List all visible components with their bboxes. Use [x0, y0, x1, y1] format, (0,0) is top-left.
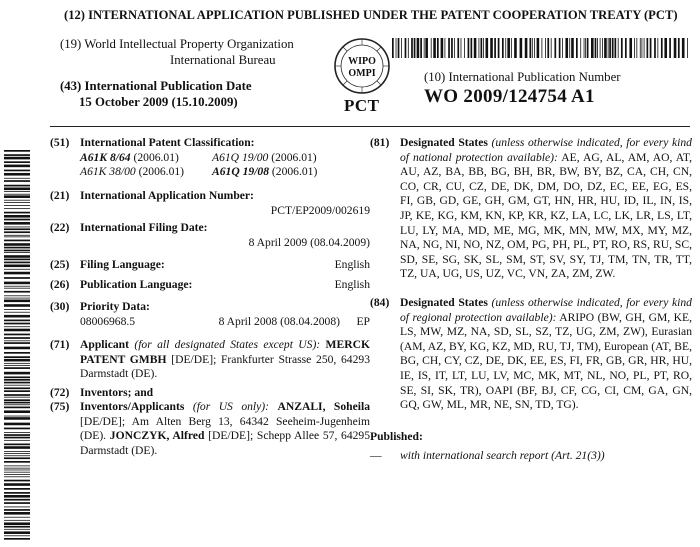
barcode-bar — [4, 359, 30, 362]
field-number: (72) — [50, 386, 70, 399]
barcode-bar — [408, 38, 409, 58]
barcode-bar — [4, 252, 30, 253]
barcode-bar — [4, 340, 30, 341]
field-21 — [50, 189, 370, 218]
barcode-bar — [4, 522, 30, 525]
barcode-bar — [4, 476, 30, 477]
field-71 — [50, 338, 370, 382]
field-number: (75) — [50, 400, 70, 413]
barcode-bar — [4, 247, 30, 249]
barcode-bar — [4, 295, 30, 296]
field-label: Designated States — [400, 296, 488, 309]
bureau-name: International Bureau — [170, 53, 276, 67]
barcode-bar — [4, 399, 30, 401]
barcode-bar — [401, 38, 402, 58]
barcode-bar — [571, 38, 574, 58]
barcode-bar — [511, 38, 512, 58]
barcode-bar — [4, 483, 30, 486]
barcode-bar — [474, 38, 477, 58]
barcode-bar — [4, 407, 30, 409]
barcode-bar — [4, 461, 30, 463]
barcode-bar — [4, 367, 30, 369]
barcode-bar — [468, 38, 470, 58]
barcode-bar — [4, 517, 30, 518]
barcode-bar — [4, 372, 30, 375]
field-number: (51) — [50, 136, 70, 149]
barcode-bar — [4, 329, 30, 332]
barcode-bar — [4, 187, 30, 190]
designated-states-regional: ARIPO (BW, GH, GM, KE, LS, MW, MZ, NA, SD, SL, SZ, TZ, UG, ZM, ZW), Eurasian (AM, AZ, BY, KG, KZ, MD, RU, TJ, TM), European (AT, BE, BG, CH, CY, CZ, DE, DK, EE, ES, FI, FR, GB, GR, HR, HU, IE, IS, IT, LT, LU, LV, MC, MK, MT, NL, NO, PL, PT, RO, SE, SI, SK, TR), OAPI (BF, BJ, CF, CG, CI, CM, GA, GN, GQ, GW, ML, MR, NE, SN, TD, TG). — [400, 310, 692, 412]
barcode-bar — [4, 173, 30, 176]
ipc-year: (2006.01) — [133, 150, 179, 164]
barcode-bar — [542, 38, 543, 58]
barcode-bar — [608, 38, 609, 58]
field-qualifier: (unless otherwise indicated, for every kind of national protection available): — [400, 136, 692, 164]
field-22 — [50, 221, 370, 250]
field-label: Inventors; and — [80, 386, 154, 399]
barcode-bar — [4, 472, 30, 473]
publication-date-value: 15 October 2009 (15.10.2009) — [79, 95, 238, 109]
barcode-bar — [4, 219, 30, 221]
field-26 — [50, 278, 370, 293]
inventor-address: [DE/DE]; Schepp Allee 57, 64295 Darmstadt (DE). — [80, 429, 371, 457]
barcode-bar — [595, 38, 597, 58]
priority-country: EP — [356, 314, 370, 328]
barcode-bar — [505, 38, 506, 58]
barcode-bar — [451, 38, 453, 58]
barcode-bar — [4, 451, 30, 452]
barcode-bar — [669, 38, 671, 58]
barcode-bar — [4, 402, 30, 404]
barcode-bar — [4, 520, 30, 521]
barcode-bar — [507, 38, 510, 58]
barcode-bar — [545, 38, 546, 58]
barcode-bar — [464, 38, 465, 58]
barcode-bar — [4, 387, 30, 389]
barcode-bar — [4, 286, 30, 287]
barcode-bar — [682, 38, 685, 58]
barcode-bar — [479, 38, 480, 58]
barcode-bar — [4, 365, 30, 366]
barcode-bar — [591, 38, 594, 58]
barcode-bar — [584, 38, 585, 58]
barcode-bar — [4, 480, 30, 482]
barcode-bar — [580, 38, 581, 58]
barcode-bar — [640, 38, 641, 58]
barcode-bar — [431, 38, 432, 58]
barcode-bar — [414, 38, 416, 58]
barcode-bar — [602, 38, 603, 58]
field-label: Publication Language: — [80, 278, 193, 291]
logo-text-top: WIPO — [348, 56, 376, 67]
field-51 — [50, 136, 370, 180]
barcode-bar — [4, 416, 30, 417]
header-divider — [50, 126, 690, 127]
published-dash: — — [370, 448, 382, 462]
ipc-code: A61Q 19/00 — [212, 150, 269, 164]
barcode-bar — [4, 323, 30, 325]
barcode-bar — [4, 492, 30, 494]
barcode-bar — [634, 38, 635, 58]
barcode-bar — [424, 38, 425, 58]
barcode-bar — [437, 38, 439, 58]
barcode-bar — [674, 38, 677, 58]
inventor-name: JONCZYK, Alfred — [109, 429, 205, 443]
ipc-code: A61Q 19/08 — [212, 165, 270, 179]
barcode-bar — [498, 38, 500, 58]
barcode-bar — [4, 194, 30, 195]
barcode-bar — [4, 326, 30, 327]
barcode-bar — [4, 309, 30, 310]
barcode-bar — [636, 38, 637, 58]
barcode-bar — [4, 264, 30, 267]
ipc-year: (2006.01) — [138, 165, 185, 179]
barcode-bar — [625, 38, 627, 58]
barcode-bar — [4, 161, 30, 163]
barcode-bar — [4, 470, 30, 471]
barcode-bar — [678, 38, 680, 58]
barcode-bar — [657, 38, 658, 58]
barcode-bar — [4, 222, 30, 225]
barcode-bar — [4, 379, 30, 381]
barcode-bar — [525, 38, 528, 58]
published-section — [370, 430, 692, 463]
ipc-year: (2006.01) — [271, 165, 318, 179]
wipo-logo — [332, 36, 392, 96]
barcode-bar — [4, 205, 30, 206]
inventor-name: ANZALI, Soheila — [277, 400, 370, 413]
barcode-bar — [4, 300, 30, 303]
field-75 — [50, 400, 370, 458]
pct-mark: PCT — [344, 96, 380, 115]
barcode-bar — [4, 495, 30, 498]
barcode-bar — [587, 38, 589, 58]
barcode-bar — [4, 376, 30, 378]
barcode-bar — [4, 352, 30, 354]
ipc-code: A61K 8/64 — [80, 150, 131, 164]
field-label: Filing Language: — [80, 258, 165, 271]
barcode-bar — [4, 509, 30, 511]
barcode-bar — [4, 282, 30, 285]
barcode-bar — [4, 423, 30, 426]
barcode-bar — [4, 165, 30, 168]
field-number: (30) — [50, 300, 70, 313]
barcode-bar — [554, 38, 556, 58]
barcode-bar — [4, 432, 30, 433]
barcode-bar — [4, 157, 30, 160]
designated-states-national: AE, AG, AL, AM, AO, AT, AU, AZ, BA, BB, BG, BH, BR, BW, BY, BZ, CA, CH, CN, CO, CR, CU, CZ, DE, DK, DM, DO, DZ, EC, EE, EG, ES, FI, GB, GD, GE, GH, GM, GT, HN, HR, HU, ID, IL, IN, IS, JP, KE, KG, KM, KN, KP, KR, KZ, LA, LC, LK, LR, LS, LT, LU, LY, MA, MD, ME, MG, MK, MN, MW, MX, MY, MZ, NA, NG, NI, NO, NZ, OM, PG, PH, PL, PT, RO, RS, RU, SC, SD, SE, SG, SK, SL, SM, ST, SV, SY, TJ, TM, TN, TR, TT, TZ, UA, UG, US, UZ, VC, VN, ZA, ZM, ZW. — [400, 150, 693, 281]
barcode-bar — [4, 235, 30, 236]
barcode-bar — [392, 38, 394, 58]
barcode-bar — [4, 535, 30, 536]
published-item: with international search report (Art. 21(3)) — [400, 448, 605, 462]
barcode-bar — [4, 356, 30, 358]
barcode-bar — [4, 428, 30, 430]
issuing-organization — [60, 36, 294, 68]
barcode-bar — [4, 312, 30, 313]
barcode-bar — [4, 434, 30, 436]
barcode-bar — [565, 38, 568, 58]
barcode-bar — [4, 315, 30, 318]
barcode-bar — [618, 38, 619, 58]
logo-text-bottom: OMPI — [348, 68, 376, 79]
field-label: International Patent Classification: — [80, 136, 255, 149]
barcode-bar — [4, 208, 30, 209]
barcode-bar — [559, 38, 561, 58]
applicant-address: [DE/DE]; Frankfurter Strasse 250, 64293 Darmstadt (DE). — [80, 352, 370, 381]
barcode-bar — [425, 38, 428, 58]
barcode-bar — [4, 417, 30, 420]
barcode-bar — [494, 38, 496, 58]
field-value: English — [334, 278, 370, 291]
barcode-bar — [4, 404, 30, 405]
priority-application-number: 08006968.5 — [80, 314, 136, 328]
barcode-bar — [562, 38, 563, 58]
barcode-bar — [4, 191, 30, 192]
barcode-bar — [4, 298, 30, 299]
barcode-bar — [4, 272, 30, 275]
publication-number: WO 2009/124754 A1 — [424, 86, 595, 107]
barcode-bar — [441, 38, 444, 58]
barcode-bar — [661, 38, 663, 58]
barcode-bar — [4, 243, 30, 246]
barcode-bar — [4, 185, 30, 187]
barcode-bar — [629, 38, 632, 58]
barcode-bar — [4, 195, 30, 198]
barcode-bar — [4, 178, 30, 179]
barcode-bar — [457, 38, 459, 58]
barcode-bar — [4, 250, 30, 252]
field-value: 8 April 2009 (08.04.2009) — [248, 235, 370, 249]
barcode-bar — [687, 38, 688, 58]
barcode-bar — [481, 38, 483, 58]
barcode-bar — [433, 38, 436, 58]
barcode-bar — [4, 468, 30, 469]
barcode-bar — [396, 38, 397, 58]
ipc-year: (2006.01) — [271, 150, 317, 164]
field-30 — [50, 300, 370, 329]
barcode-bar — [4, 288, 30, 289]
barcode-bar — [4, 455, 30, 456]
barcode-bar — [486, 38, 489, 58]
barcode-bar — [600, 38, 601, 58]
barcode-bar — [569, 38, 570, 58]
barcode-bar — [654, 38, 656, 58]
field-number: (81) — [370, 136, 390, 149]
barcode-bar — [4, 200, 30, 201]
field-number: (84) — [370, 296, 390, 309]
field-72 — [50, 386, 370, 401]
field-label: Inventors/Applicants — [80, 400, 185, 413]
barcode-bar — [4, 236, 30, 237]
inventor-address: [DE/DE]; Am Alten Berg 13, 64342 Seeheim-Jugenheim (DE). — [80, 414, 370, 443]
field-value: English — [334, 258, 370, 271]
barcode-bar — [4, 170, 30, 172]
barcode-bar — [4, 529, 30, 530]
barcode-bar — [4, 334, 30, 336]
barcode-bar — [621, 38, 623, 58]
barcode-bar — [4, 538, 30, 540]
field-qualifier: (for US only): — [192, 400, 269, 413]
publication-barcode — [392, 38, 688, 58]
field-number: (25) — [50, 258, 70, 271]
barcode-bar — [4, 342, 30, 344]
barcode-bar — [4, 474, 30, 475]
barcode-bar — [454, 38, 455, 58]
barcode-bar — [4, 382, 30, 384]
barcode-bar — [398, 38, 400, 58]
publication-number-label: (10) International Publication Number — [424, 70, 621, 84]
barcode-bar — [4, 154, 30, 156]
barcode-bar — [644, 38, 645, 58]
barcode-bar — [4, 526, 30, 528]
barcode-bar — [4, 304, 30, 307]
barcode-bar — [520, 38, 523, 58]
barcode-bar — [4, 502, 30, 504]
barcode-bar — [4, 440, 30, 441]
barcode-bar — [4, 499, 30, 501]
barcode-bar — [597, 38, 598, 58]
barcode-bar — [514, 38, 517, 58]
barcode-bar — [502, 38, 504, 58]
barcode-bar — [4, 291, 30, 293]
barcode-bar — [642, 38, 643, 58]
barcode-bar — [4, 446, 30, 449]
barcode-bar — [4, 180, 30, 182]
barcode-bar — [4, 363, 30, 364]
barcode-bar — [4, 212, 30, 214]
document-title: (12) INTERNATIONAL APPLICATION PUBLISHED UNDER THE PATENT COOPERATION TREATY (PCT) — [64, 8, 678, 22]
barcode-bar — [4, 488, 30, 490]
barcode-bar — [4, 507, 30, 508]
barcode-bar — [4, 320, 30, 322]
field-label: International Application Number: — [80, 189, 254, 202]
barcode-bar — [4, 240, 30, 242]
field-value: PCT/EP2009/002619 — [270, 203, 370, 217]
barcode-bar — [4, 262, 30, 264]
barcode-bar — [4, 410, 30, 413]
publication-date-label: (43) International Publication Date — [60, 79, 252, 93]
barcode-bar — [4, 465, 30, 466]
field-label: Priority Data: — [80, 300, 150, 313]
barcode-bar — [470, 38, 472, 58]
barcode-bar — [529, 38, 531, 58]
barcode-bar — [585, 38, 586, 58]
barcode-bar — [532, 38, 533, 58]
barcode-bar — [4, 255, 30, 258]
barcode-bar — [4, 397, 30, 398]
barcode-bar — [4, 259, 30, 261]
barcode-bar — [4, 337, 30, 339]
barcode-bar — [609, 38, 611, 58]
barcode-bar — [4, 531, 30, 534]
barcode-bar — [4, 444, 30, 446]
field-qualifier: (for all designated States except US): — [134, 338, 321, 351]
field-number: (26) — [50, 278, 70, 291]
field-81 — [370, 136, 692, 282]
barcode-bar — [4, 394, 30, 396]
barcode-bar — [612, 38, 614, 58]
barcode-bar — [490, 38, 493, 58]
barcode-bar — [4, 231, 30, 233]
barcode-bar — [4, 437, 30, 439]
barcode-bar — [4, 347, 30, 350]
barcode-bar — [4, 385, 30, 386]
field-number: (22) — [50, 221, 70, 234]
barcode-bar — [4, 512, 30, 515]
barcode-bar — [646, 38, 648, 58]
barcode-bar — [664, 38, 667, 58]
field-number: (21) — [50, 189, 70, 202]
barcode-bar — [614, 38, 616, 58]
barcode-bar — [461, 38, 462, 58]
barcode-bar — [4, 228, 30, 230]
barcode-bar — [604, 38, 607, 58]
publication-date — [60, 78, 252, 110]
barcode-bar — [411, 38, 413, 58]
barcode-bar — [4, 277, 30, 279]
barcode-bar — [576, 38, 578, 58]
barcode-bar — [4, 215, 30, 218]
barcode-bar — [4, 453, 30, 454]
barcode-bar — [650, 38, 652, 58]
barcode-bar — [534, 38, 535, 58]
ipc-code: A61K 38/00 — [80, 165, 136, 179]
organization-name: (19) World Intellectual Property Organization — [60, 37, 294, 51]
barcode-bar — [483, 38, 484, 58]
barcode-bar — [4, 269, 30, 270]
barcode-bar — [547, 38, 549, 58]
priority-date: 8 April 2008 (08.04.2008) — [218, 314, 340, 328]
barcode-bar — [445, 38, 446, 58]
field-label: Applicant — [80, 338, 129, 351]
field-number: (71) — [50, 338, 70, 351]
barcode-bar — [4, 390, 30, 392]
barcode-bar — [420, 38, 422, 58]
field-label: Designated States — [400, 136, 488, 149]
published-label: Published: — [370, 430, 423, 443]
field-25 — [50, 258, 370, 273]
barcode-bar — [4, 202, 30, 203]
applicant-name: MERCK PATENT GMBH — [80, 338, 370, 366]
barcode-bar — [4, 150, 30, 152]
barcode-bar — [4, 457, 30, 459]
barcode-bar — [4, 227, 30, 228]
side-barcode — [4, 150, 30, 540]
barcode-bar — [551, 38, 552, 58]
barcode-bar — [405, 38, 407, 58]
field-qualifier: (unless otherwise indicated, for every kind of regional protection available): — [400, 296, 692, 324]
field-label: International Filing Date: — [80, 221, 208, 234]
field-84 — [370, 296, 692, 413]
barcode-bar — [537, 38, 540, 58]
barcode-bar — [448, 38, 450, 58]
barcode-bar — [417, 38, 420, 58]
